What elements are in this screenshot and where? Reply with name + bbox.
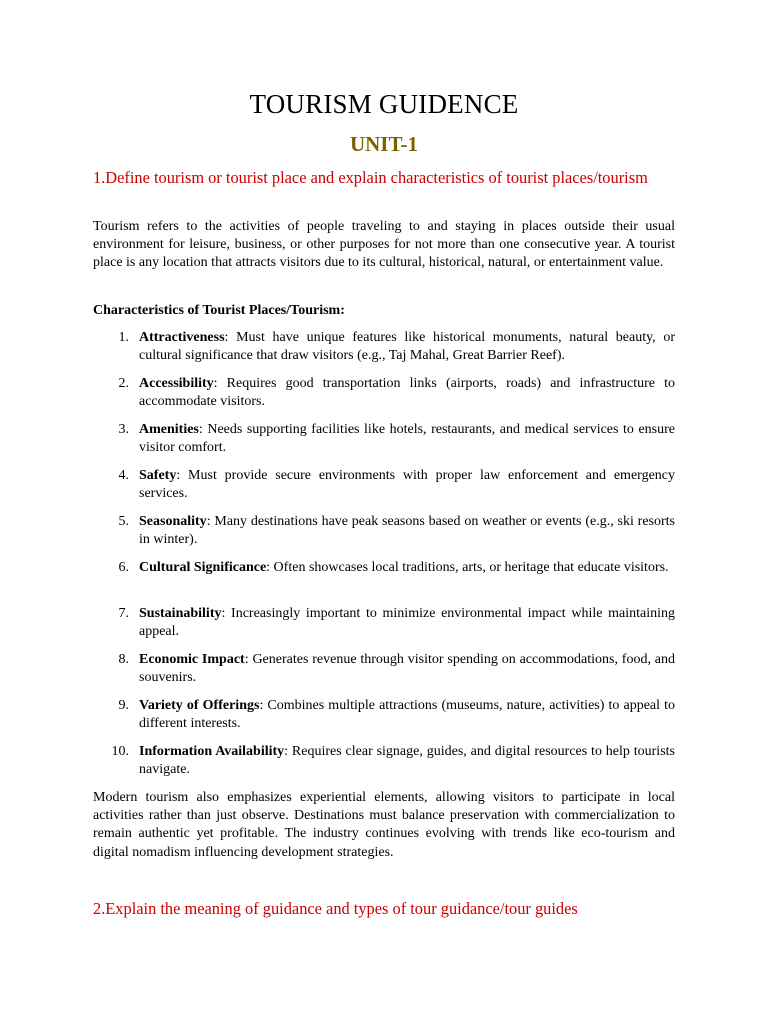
unit-heading: UNIT-1 [349,132,419,156]
list-item-text: : Needs supporting facilities like hotels, restaurants, and medical services to ensure visitor comfort. [139,422,675,456]
intro-paragraph: Tourism refers to the activities of people traveling to and staying in places outside their usual environment for leisure, business, or other purposes for not more than one consecutive year. A tourist place is any location that attracts visitors due to its cultural, historical, natural, or entertainment value. [93,219,675,271]
list-item-term: Cultural Significance [139,560,267,575]
list-item [93,743,675,779]
list-item-term: Safety [139,468,177,483]
list-item-text: : Combines multiple attractions (museums, nature, activities) to appeal to different interests. [139,698,676,732]
list-item-number: 10. [111,744,129,759]
list-item-term: Accessibility [139,376,214,391]
list-item-number: 4. [118,468,129,483]
list-item-text: : Requires good transportation links (airports, roads) and infrastructure to accommodate visitors. [139,376,675,410]
question-1-heading: 1.Define tourism or tourist place and explain characteristics of tourist places/tourism [93,168,648,187]
outro-paragraph: Modern tourism also emphasizes experiential elements, allowing visitors to participate in local activities rather than just observe. Destinations must balance preservation with commercialization to remain authentic yet profitable. The industry continues evolving with trends like eco-tourism and digital nomadism influencing development strategies. [93,790,675,860]
document-title: TOURISM GUIDENCE [249,89,519,119]
list-item-number: 7. [118,606,129,621]
list-item-term: Seasonality [139,514,207,529]
list-item-term: Information Availability [139,744,285,759]
list-item [93,697,675,733]
list-item-number: 9. [118,698,129,713]
list-item-text: : Increasingly important to minimize environmental impact while maintaining appeal. [139,606,675,640]
list-item [93,329,675,365]
list-item-number: 5. [118,514,129,529]
list-item-number: 3. [118,422,129,437]
list-item-term: Economic Impact [139,652,245,667]
list-item [93,375,675,411]
list-item-text: : Must have unique features like historical monuments, natural beauty, or cultural significance that draw visitors (e.g., Taj Mahal, Great Barrier Reef). [139,330,675,364]
list-item [93,513,675,549]
list-item-text: : Must provide secure environments with proper law enforcement and emergency services. [139,468,675,502]
list-item-text: : Requires clear signage, guides, and digital resources to help tourists navigate. [139,744,675,778]
list-item-term: Amenities [139,422,199,437]
list-item-text: : Generates revenue through visitor spending on accommodations, food, and souvenirs. [139,652,675,686]
list-item [93,421,675,457]
list-item [93,605,675,641]
list-item [93,467,675,503]
list-item-number: 8. [118,652,129,667]
list-item-text: : Often showcases local traditions, arts, or heritage that educate visitors. [266,560,669,575]
list-item-term: Variety of Offerings [139,698,260,713]
list-item [93,651,675,687]
list-item-term: Attractiveness [139,330,225,345]
list-item [93,559,675,577]
characteristics-heading: Characteristics of Tourist Places/Tourism: [93,303,345,318]
list-item-text: : Many destinations have peak seasons based on weather or events (e.g., ski resorts in winter). [139,514,675,548]
list-item-term: Sustainability [139,606,222,621]
list-item-number: 6. [118,560,129,575]
list-item-number: 2. [118,376,129,391]
list-item-number: 1. [118,330,129,345]
question-2-heading: 2.Explain the meaning of guidance and types of tour guidance/tour guides [93,899,578,918]
